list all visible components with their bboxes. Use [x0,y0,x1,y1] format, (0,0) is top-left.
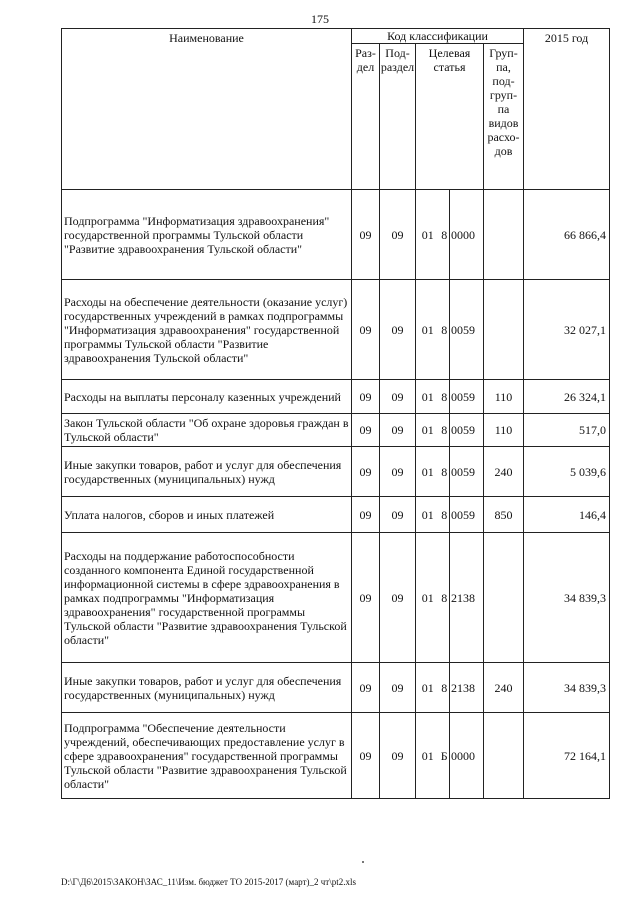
row-razdel: 09 [352,663,380,713]
row-name: Подпрограмма "Обеспечение деятельности учреждений, обеспечивающих предоставление услуг в сфере здравоохранения" государственной программы Тульской области "Развитие здравоохранения Тульской области" [62,713,352,799]
row-name: Подпрограмма "Информатизация здравоохранения" государственной программы Тульской области "Развитие здравоохранения Тульской области" [62,190,352,280]
row-vid-raskhodov: 850 [484,497,524,533]
row-razdel: 09 [352,533,380,663]
row-podrazdel: 09 [380,447,416,497]
row-target-program: 01 [416,713,440,799]
row-target-subprogram: 8 [440,190,450,280]
header-razdel: Раз- дел [352,44,380,190]
page-number: 175 [311,12,329,26]
table-row [62,190,610,280]
row-vid-raskhodov [484,713,524,799]
row-target-direction: 2138 [450,533,484,663]
file-path-footer: D:\Г\Д6\2015\ЗАКОН\ЗАС_11\Изм. бюджет ТО 2015-2017 (март)_2 чт\pt2.xls [61,877,356,887]
table-row [62,663,610,713]
row-podrazdel: 09 [380,190,416,280]
row-sum: 34 839,3 [524,533,610,663]
row-target-subprogram: 8 [440,414,450,447]
table-row [62,414,610,447]
row-target-program: 01 [416,447,440,497]
row-target-program: 01 [416,414,440,447]
table-row [62,380,610,414]
header-podrazdel: Под- раздел [380,44,416,190]
row-target-direction: 0000 [450,190,484,280]
row-podrazdel: 09 [380,380,416,414]
table-row [62,497,610,533]
row-vid-raskhodov [484,190,524,280]
row-target-direction: 2138 [450,663,484,713]
row-target-direction: 0059 [450,414,484,447]
row-target-direction: 0000 [450,713,484,799]
row-razdel: 09 [352,380,380,414]
row-razdel: 09 [352,447,380,497]
table-row [62,533,610,663]
row-target-direction: 0059 [450,280,484,380]
row-name: Иные закупки товаров, работ и услуг для обеспечения государственных (муниципальных) нужд [62,663,352,713]
row-target-program: 01 [416,190,440,280]
row-target-subprogram: 8 [440,280,450,380]
row-target-direction: 0059 [450,447,484,497]
row-target-direction: 0059 [450,380,484,414]
row-sum: 5 039,6 [524,447,610,497]
header-year: 2015 год [524,29,610,190]
row-target-subprogram: 8 [440,380,450,414]
row-vid-raskhodov: 110 [484,414,524,447]
row-name: Расходы на обеспечение деятельности (оказание услуг) государственных учреждений в рамках подпрограммы "Информатизация здравоохранения" государственной программы Тульской области "Развитие здравоохранения Тульской области" [62,280,352,380]
row-name: Закон Тульской области "Об охране здоровья граждан в Тульской области" [62,414,352,447]
row-target-subprogram: 8 [440,533,450,663]
row-name: Иные закупки товаров, работ и услуг для обеспечения государственных (муниципальных) нужд [62,447,352,497]
row-vid-raskhodov: 110 [484,380,524,414]
row-target-program: 01 [416,663,440,713]
row-target-subprogram: 8 [440,497,450,533]
row-sum: 32 027,1 [524,280,610,380]
row-target-subprogram: Б [440,713,450,799]
scan-speck [362,861,364,863]
header-tselevaya-statya: Целевая статья [416,44,484,190]
row-podrazdel: 09 [380,533,416,663]
row-sum: 26 324,1 [524,380,610,414]
row-sum: 517,0 [524,414,610,447]
row-vid-raskhodov: 240 [484,663,524,713]
row-razdel: 09 [352,280,380,380]
row-podrazdel: 09 [380,713,416,799]
header-code: Код классификации [352,29,524,44]
row-target-program: 01 [416,380,440,414]
row-name: Расходы на выплаты персоналу казенных учреждений [62,380,352,414]
row-podrazdel: 09 [380,497,416,533]
table-row [62,280,610,380]
row-vid-raskhodov [484,280,524,380]
row-razdel: 09 [352,713,380,799]
row-vid-raskhodov [484,533,524,663]
row-name: Расходы на поддержание работоспособности созданного компонента Единой государственной информационной системы в сфере здравоохранения в рамках подпрограммы "Информатизация здравоохранения" государственной программы Тульской области "Развитие здравоохранения Тульской области" [62,533,352,663]
row-target-subprogram: 8 [440,447,450,497]
row-target-subprogram: 8 [440,663,450,713]
row-razdel: 09 [352,414,380,447]
row-razdel: 09 [352,497,380,533]
row-razdel: 09 [352,190,380,280]
row-target-program: 01 [416,533,440,663]
row-sum: 34 839,3 [524,663,610,713]
table-row [62,447,610,497]
table-row [62,713,610,799]
row-name: Уплата налогов, сборов и иных платежей [62,497,352,533]
row-target-program: 01 [416,497,440,533]
row-sum: 146,4 [524,497,610,533]
row-podrazdel: 09 [380,414,416,447]
row-sum: 72 164,1 [524,713,610,799]
header-gruppa: Груп- па, под- груп- па видов расхо- дов [484,44,524,190]
row-sum: 66 866,4 [524,190,610,280]
row-target-direction: 0059 [450,497,484,533]
row-podrazdel: 09 [380,280,416,380]
budget-table [61,28,610,799]
header-name: Наименование [62,29,352,190]
row-podrazdel: 09 [380,663,416,713]
row-vid-raskhodov: 240 [484,447,524,497]
row-target-program: 01 [416,280,440,380]
